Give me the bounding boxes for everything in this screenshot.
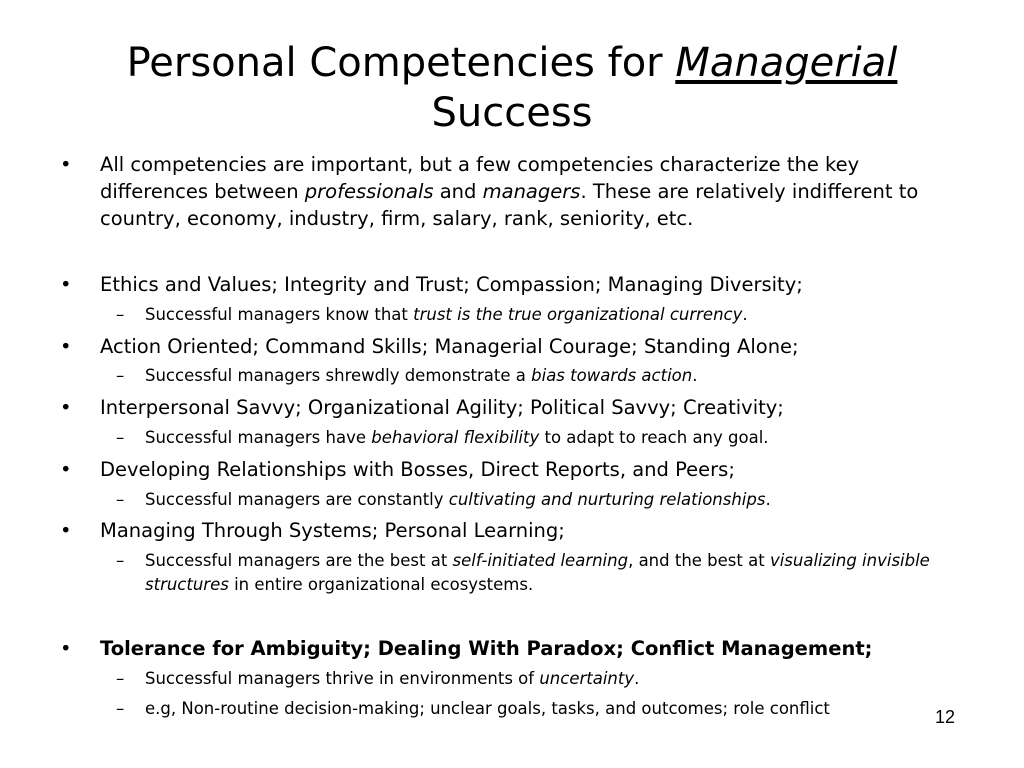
title-part2: Success [431,90,593,136]
dash-marker: – [116,551,125,570]
sub-bullet-text [145,488,945,512]
sub-text: Successful managers know that [145,305,414,324]
sub-text: Successful managers shrewdly demonstrate a [145,366,532,385]
sub-text: Successful managers have [145,428,372,447]
bullet-heading: Action Oriented; Command Skills; Managerial Courage; Standing Alone; [100,335,799,358]
bullet-heading: Ethics and Values; Integrity and Trust; Compassion; Managing Diversity; [100,273,803,296]
sub-text-end: . [692,366,698,385]
intro-text-2: and [433,180,483,203]
sub-bullet-text [145,426,945,450]
sub-text: Successful managers are the best at [145,551,453,570]
bullet-heading: Managing Through Systems; Personal Learning; [100,519,565,542]
page-number: 12 [935,707,956,727]
intro-emphasis-2: managers [482,180,581,203]
sub-bullet-text: e.g, Non-routine decision-making; unclear goals, tasks, and outcomes; role conflict [145,699,830,718]
bullet-marker: • [60,396,72,419]
sub-text-end: to adapt to reach any goal. [539,428,769,447]
title-part1: Personal Competencies for [126,40,676,86]
dash-marker: – [116,699,125,718]
dash-marker: – [116,305,125,324]
sub-emphasis: uncertainty [539,669,635,688]
sub-text-end: . [634,669,640,688]
sub-bullet-text [145,549,945,597]
dash-marker: – [116,669,125,688]
bullet-marker: • [60,637,72,660]
sub-emphasis: bias towards action [531,366,693,385]
sub-emphasis: self-initiated learning [452,551,629,570]
sub-emphasis-2: visualizing invisible structures [145,551,930,594]
bullet-marker: • [60,153,72,176]
sub-text-end: in entire organizational ecosystems. [228,575,534,594]
sub-text-mid: , and the best at [628,551,770,570]
bullet-intro-text [100,151,970,232]
sub-text-end: . [742,305,748,324]
bullet-marker: • [60,335,72,358]
dash-marker: – [116,428,125,447]
sub-text-end: . [765,490,771,509]
bullet-marker: • [60,458,72,481]
bullet-heading: Interpersonal Savvy; Organizational Agility; Political Savvy; Creativity; [100,396,784,419]
bullet-heading: Developing Relationships with Bosses, Direct Reports, and Peers; [100,458,735,481]
intro-text-1: All competencies are important, but a few competencies characterize the key differences between [100,153,860,203]
sub-bullet-text [145,303,945,327]
intro-emphasis-1: professionals [304,180,434,203]
title-emphasis: Managerial [675,40,898,86]
sub-emphasis: trust is the true organizational currency [413,305,743,324]
bullet-marker: • [60,519,72,542]
intro-text-3: . These are relatively indifferent to country, economy, industry, firm, salary, rank, seniority, etc. [100,180,919,230]
slide-title [0,38,1024,138]
sub-text: Successful managers are constantly [145,490,449,509]
sub-bullet-text [145,667,945,691]
bullet-marker: • [60,273,72,296]
dash-marker: – [116,366,125,385]
bullet-heading: Tolerance for Ambiguity; Dealing With Paradox; Conflict Management; [100,637,873,660]
sub-text: Successful managers thrive in environments of [145,669,540,688]
sub-bullet-text [145,364,945,388]
sub-emphasis: behavioral flexibility [371,428,540,447]
dash-marker: – [116,490,125,509]
sub-emphasis: cultivating and nurturing relationships [448,490,766,509]
